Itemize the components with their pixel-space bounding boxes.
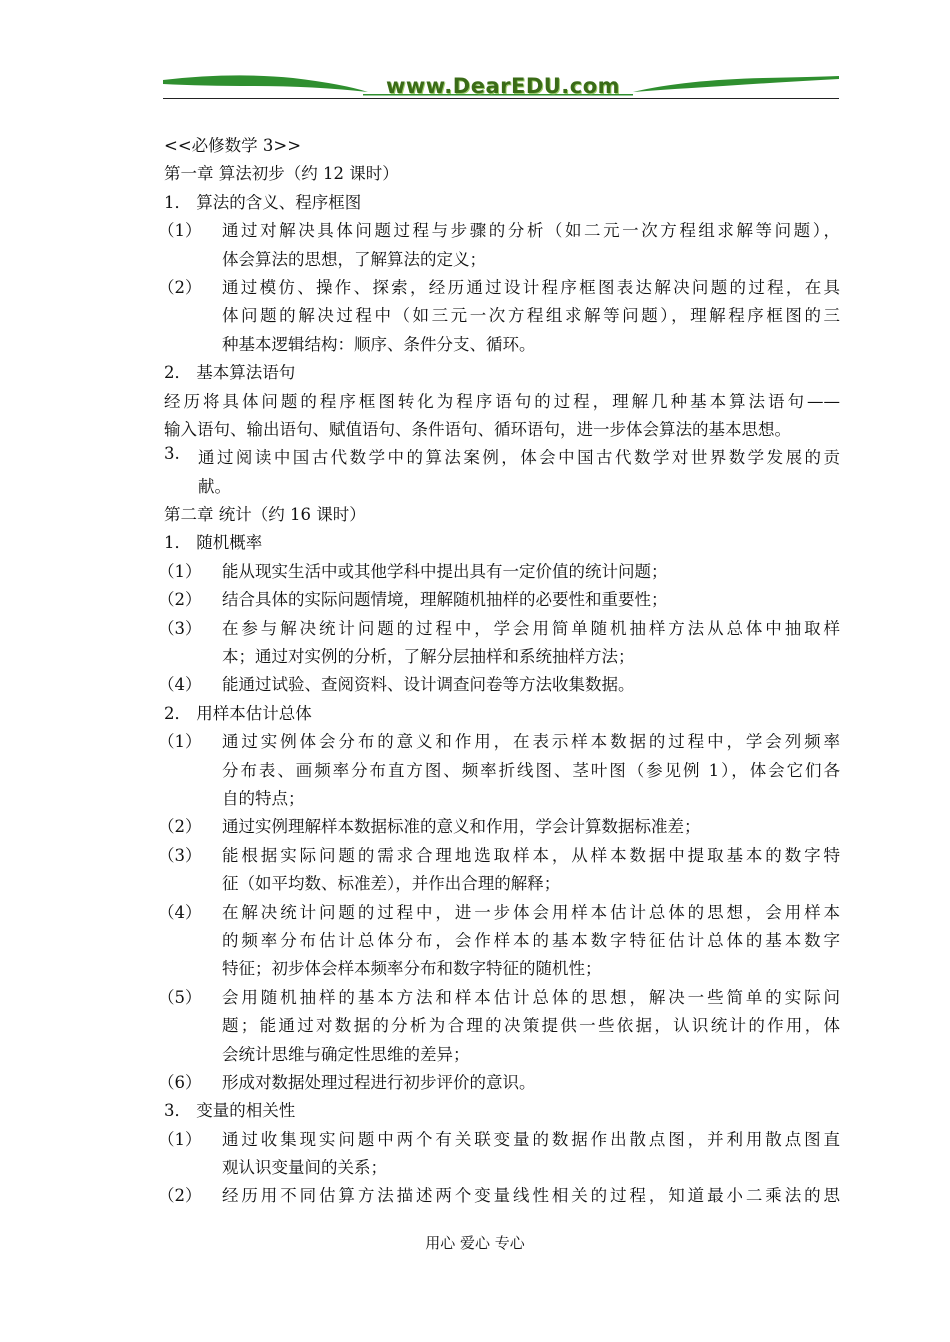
item-text-line: 通过实例理解样本数据标准的意义和作用，学会计算数据标准差； [222,817,701,837]
item-number: （5） [158,987,202,1007]
ch2-section-1-heading: 1． 随机概率 [164,533,263,553]
list-item [164,444,840,501]
item-number: （4） [158,902,202,922]
list-item [158,984,840,1069]
item-text-line: 通过实例体会分布的意义和作用，在表示样本数据的过程中，学会列频率 [222,732,840,752]
item-text-line: 会用随机抽样的基本方法和样本估计总体的思想，解决一些简单的实际问 [222,987,840,1007]
item-number: （6） [158,1072,202,1092]
list-item [158,615,840,672]
item-text-line: 通过阅读中国古代数学中的算法案例，体会中国古代数学对世界数学发展的贡 [198,448,840,468]
item-number: （1） [158,1129,202,1149]
item-text-line: 特征；初步体会样本频率分布和数字特征的随机性； [222,959,602,979]
item-text-line: 通过收集现实问题中两个有关联变量的数据作出散点图，并利用散点图直 [222,1129,840,1149]
document-title: <<必修数学 3>> [164,136,302,155]
page-footer: 用心 爱心 专心 [425,1234,525,1252]
item-text-line: 在解决统计问题的过程中，进一步体会用样本估计总体的思想，会用样本 [222,902,840,922]
document-body [158,132,840,1211]
ch1-section-2-heading: 2． 基本算法语句 [164,363,296,383]
chapter-2-heading: 第二章 统计（约 16 课时） [164,505,366,525]
list-item [158,217,840,274]
list-item [158,586,840,614]
paragraph-line: 输入语句、输出语句、赋值语句、条件语句、循环语句，进一步体会算法的基本思想。 [164,419,791,439]
paragraph-line: 经历将具体问题的程序框图转化为程序语句的过程，理解几种基本算法语句—— [164,391,840,411]
list-item [158,728,840,813]
list-item [158,274,840,359]
item-text-line: 种基本逻辑结构：顺序、条件分支、循环。 [222,334,536,354]
item-text-line: 体会算法的思想，了解算法的定义； [222,249,486,269]
list-item [158,1126,840,1183]
list-item [158,558,840,586]
item-number: （2） [158,590,202,610]
item-text-line: 体问题的解决过程中（如三元一次方程组求解等问题），理解程序框图的三 [222,306,840,326]
ch2-section-2-heading: 2． 用样本估计总体 [164,703,312,723]
item-number: （4） [158,675,202,695]
list-item [158,671,840,699]
chapter-1-heading: 第一章 算法初步（约 12 课时） [164,164,399,184]
item-text-line: 通过对解决具体问题过程与步骤的分析（如二元一次方程组求解等问题）， [222,221,840,241]
site-logo-text: www.DearEDU.com [385,74,621,98]
header-rule [163,98,839,99]
item-text-line: 题；能通过对数据的分析为合理的决策提供一些依据，认识统计的作用，体 [222,1016,840,1036]
item-text-line: 结合具体的实际问题情境，理解随机抽样的必要性和重要性； [222,590,668,610]
item-text-line: 能从现实生活中或其他学科中提出具有一定价值的统计问题； [222,561,668,581]
item-text-line: 观认识变量间的关系； [222,1158,387,1178]
item-number: （3） [158,618,202,638]
item-number: （1） [158,732,202,752]
item-text-line: 征（如平均数、标准差），并作出合理的解释； [222,874,561,894]
item-text-line: 献。 [198,476,231,496]
item-text-line: 通过模仿、操作、探索，经历通过设计程序框图表达解决问题的过程，在具 [222,277,840,297]
list-item [158,1182,840,1210]
item-text-line: 本；通过对实例的分析，了解分层抽样和系统抽样方法； [222,647,635,667]
list-item [158,1069,840,1097]
item-text-line: 的频率分布估计总体分布，会作样本的基本数字特征估计总体的基本数字 [222,930,840,950]
item-text-line: 分布表、画频率分布直方图、频率折线图、茎叶图（参见例 1），体会它们各 [222,760,840,780]
list-item [158,813,840,841]
item-text-line: 形成对数据处理过程进行初步评价的意识。 [222,1072,536,1092]
item-number: （2） [158,1186,202,1206]
item-text-line: 能通过试验、查阅资料、设计调查问卷等方法收集数据。 [222,675,635,695]
list-item [158,842,840,899]
item-number: 3. [164,444,180,464]
item-number: （2） [158,817,202,837]
item-number: （1） [158,561,202,581]
item-number: （1） [158,221,202,241]
item-text-line: 在参与解决统计问题的过程中，学会用简单随机抽样方法从总体中抽取样 [222,618,840,638]
item-text-line: 自的特点； [222,788,305,808]
item-number: （3） [158,845,202,865]
item-text-line: 经历用不同估算方法描述两个变量线性相关的过程，知道最小二乘法的思 [222,1186,840,1206]
item-text-line: 会统计思维与确定性思维的差异； [222,1044,470,1064]
ch2-section-3-heading: 3． 变量的相关性 [164,1101,296,1121]
item-number: （2） [158,277,202,297]
list-item [158,899,840,984]
ch1-section-1-heading: 1． 算法的含义、程序框图 [164,192,362,212]
item-text-line: 能根据实际问题的需求合理地选取样本，从样本数据中提取基本的数字特 [222,845,840,865]
